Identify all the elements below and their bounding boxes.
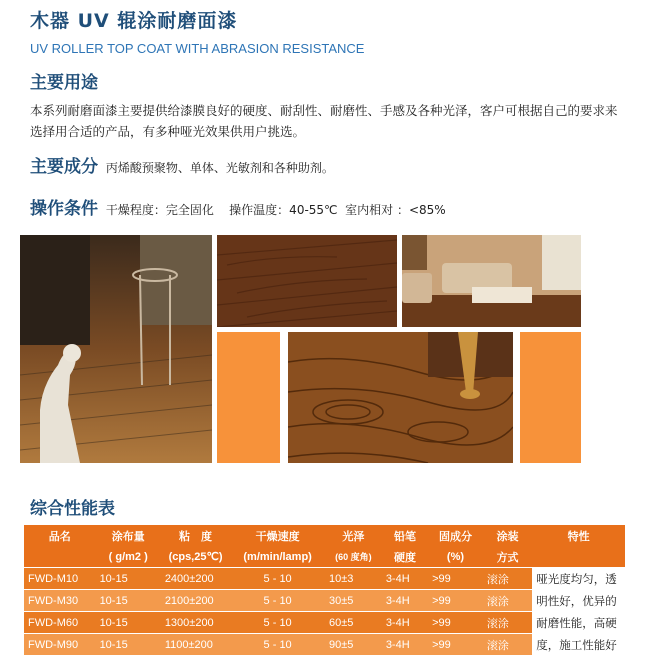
cell-name: FWD-M90	[24, 634, 96, 656]
cell-gloss: 90±5	[325, 634, 382, 656]
col-unit-method: 方式	[483, 546, 532, 568]
cell-coverage: 10-15	[96, 634, 161, 656]
cell-name: FWD-M30	[24, 590, 96, 612]
cell-viscosity: 1300±200	[161, 612, 230, 634]
col-header-name: 品名	[24, 525, 96, 546]
table-header-row	[24, 525, 625, 546]
cell-dry: 5 - 10	[230, 590, 325, 612]
cell-pencil: 3-4H	[382, 612, 428, 634]
cell-name: FWD-M10	[24, 568, 96, 590]
composition-text: 丙烯酸预聚物、单体、光敏剂和各种助剂。	[105, 161, 334, 175]
orange-accent-block-right	[520, 332, 581, 463]
performance-heading: 综合性能表	[30, 499, 115, 519]
cell-dry: 5 - 10	[230, 634, 325, 656]
composition-section	[30, 152, 334, 177]
cell-viscosity: 2400±200	[161, 568, 230, 590]
cell-feature: 耐磨性能，高硬	[532, 612, 625, 634]
document-subtitle: UV ROLLER TOP COAT WITH ABRASION RESISTANCE	[30, 41, 365, 56]
cell-pencil: 3-4H	[382, 634, 428, 656]
cell-coverage: 10-15	[96, 612, 161, 634]
table-row	[24, 612, 625, 634]
col-unit-solids: (%)	[428, 546, 483, 568]
col-header-pencil: 铅笔	[382, 525, 428, 546]
cell-gloss: 10±3	[325, 568, 382, 590]
col-unit-name	[24, 546, 96, 568]
col-header-feature: 特性	[532, 525, 625, 546]
conditions-text: 干燥程度：完全固化 操作温度：40-55℃ 室内相对 ：<85%	[105, 203, 446, 217]
cell-feature: 度，施工性能好	[532, 634, 625, 656]
cell-solids: >99	[428, 612, 483, 634]
col-header-coverage: 涂布量	[96, 525, 161, 546]
wood-floor-chair-photo	[288, 332, 513, 463]
living-room-photo	[402, 235, 581, 327]
cell-viscosity: 2100±200	[161, 590, 230, 612]
cell-solids: >99	[428, 568, 483, 590]
cell-pencil: 3-4H	[382, 590, 428, 612]
interior-dog-statue-photo	[20, 235, 212, 463]
document-title: 木器 UV 辊涂耐磨面漆	[30, 10, 238, 32]
conditions-heading: 操作条件	[30, 199, 98, 219]
conditions-section	[30, 194, 446, 219]
col-unit-feature	[532, 546, 625, 568]
col-unit-gloss: (60 度角)	[325, 546, 382, 568]
cell-solids: >99	[428, 590, 483, 612]
cell-coverage: 10-15	[96, 568, 161, 590]
uses-heading: 主要用途	[30, 73, 98, 93]
col-header-solids: 固成分	[428, 525, 483, 546]
cell-dry: 5 - 10	[230, 568, 325, 590]
cell-feature: 明性好，优异的	[532, 590, 625, 612]
col-header-dry-speed: 干燥速度	[230, 525, 325, 546]
uses-text: 本系列耐磨面漆主要提供给漆膜良好的硬度、耐刮性、耐磨性、手感及各种光泽，客户可根据自己的要求来选择用合适的产品，有多种哑光效果供用户挑选。	[30, 103, 618, 139]
cell-method: 滚涂	[483, 634, 532, 656]
cell-name: FWD-M60	[24, 612, 96, 634]
col-header-method: 涂装	[483, 525, 532, 546]
cell-feature: 哑光度均匀，透	[532, 568, 625, 590]
cell-method: 滚涂	[483, 612, 532, 634]
performance-table	[24, 525, 625, 655]
cell-solids: >99	[428, 634, 483, 656]
col-unit-dry-speed: (m/min/lamp)	[230, 546, 325, 568]
cell-pencil: 3-4H	[382, 568, 428, 590]
wood-floor-closeup-photo	[217, 235, 397, 327]
col-unit-viscosity: (cps,25℃)	[161, 546, 230, 568]
table-row	[24, 634, 625, 656]
cell-viscosity: 1100±200	[161, 634, 230, 656]
cell-method: 滚涂	[483, 568, 532, 590]
table-row	[24, 568, 625, 590]
col-unit-coverage: ( g/m2 )	[96, 546, 161, 568]
cell-gloss: 30±5	[325, 590, 382, 612]
orange-accent-block-left	[217, 332, 280, 463]
composition-heading: 主要成分	[30, 157, 98, 177]
cell-method: 滚涂	[483, 590, 532, 612]
cell-dry: 5 - 10	[230, 612, 325, 634]
cell-gloss: 60±5	[325, 612, 382, 634]
table-header-row-units	[24, 546, 625, 568]
col-unit-pencil: 硬度	[382, 546, 428, 568]
col-header-viscosity: 粘 度	[161, 525, 230, 546]
col-header-gloss: 光泽	[325, 525, 382, 546]
cell-coverage: 10-15	[96, 590, 161, 612]
table-row	[24, 590, 625, 612]
